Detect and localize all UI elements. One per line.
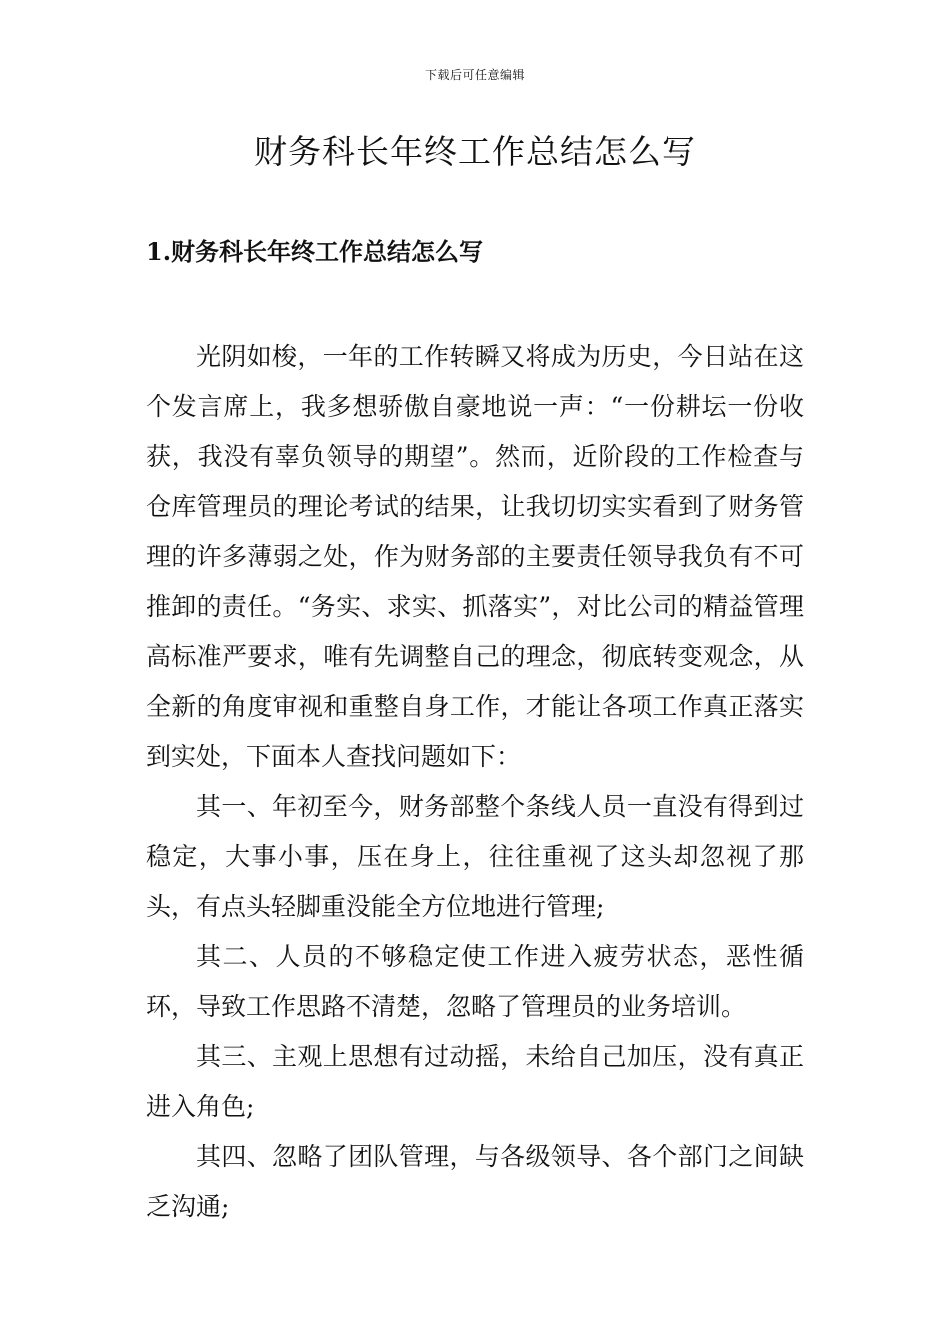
paragraph-issue-3: 其三、主观上思想有过动摇，未给自己加压，没有真正进入角色; bbox=[146, 1042, 804, 1121]
paragraph-issue-1: 其一、年初至今，财务部整个条线人员一直没有得到过稳定，大事小事，压在身上，往往重视了这头却忽视了那头，有点头轻脚重没能全方位地进行管理; bbox=[146, 792, 804, 921]
paragraph-intro: 光阴如梭，一年的工作转瞬又将成为历史，今日站在这个发言席上，我多想骄傲自豪地说一声：“一份耕坛一份收获，我没有辜负领导的期望”。然而，近阶段的工作检查与仓库管理员的理论考试的结果，让我切切实实看到了财务管理的许多薄弱之处，作为财务部的主要责任领导我负有不可推卸的责任。“务实、求实、抓落实”，对比公司的精益管理高标准严要求，唯有先调整自己的理念，彻底转变观念，从全新的角度审视和重整自身工作，才能让各项工作真正落实到实处，下面本人查找问题如下： bbox=[146, 342, 804, 771]
paragraph-issue-4: 其四、忽略了团队管理，与各级领导、各个部门之间缺乏沟通; bbox=[146, 1142, 804, 1221]
paragraph-issue-2: 其二、人员的不够稳定使工作进入疲劳状态，恶性循环，导致工作思路不清楚，忽略了管理员的业务培训。 bbox=[146, 942, 804, 1021]
document-body bbox=[146, 332, 804, 1232]
header-note: 下载后可任意编辑 bbox=[424, 68, 525, 82]
section-heading: 1.财务科长年终工作总结怎么写 bbox=[146, 237, 484, 266]
document-title: 财务科长年终工作总结怎么写 bbox=[254, 132, 696, 171]
